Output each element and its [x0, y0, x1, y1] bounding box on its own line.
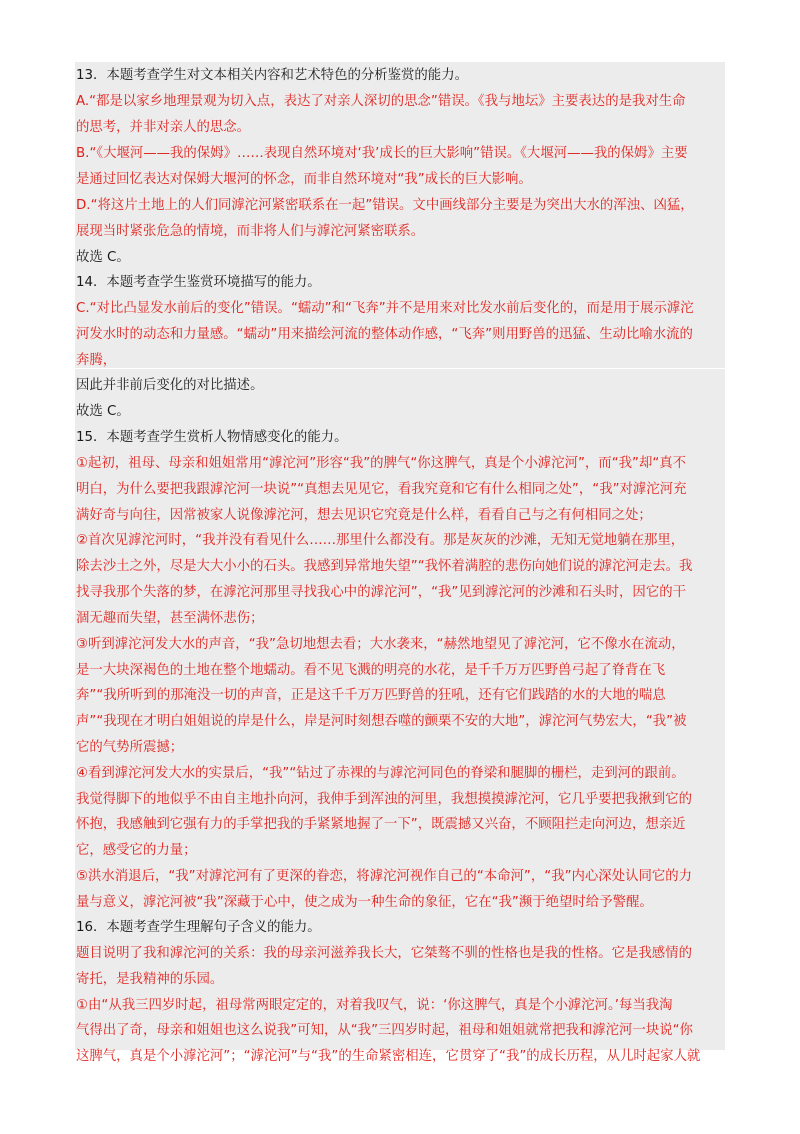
text-line: 量与意义，滹沱河被“我”深藏于心中，使之成为一种生命的象征，它在“我”濒于绝望时给予警醒。	[76, 895, 653, 910]
text-line: 满好奇与向往，因常被家人说像滹沱河，想去见识它究竟是什么样，看看自己与之有何相同之处；	[76, 508, 652, 523]
text-line: 16．本题考查学生理解句子含义的能力。	[76, 920, 321, 935]
text-line: 它，感受它的力量；	[76, 843, 197, 858]
text-line: 涸无趣而失望，甚至满怀悲伤；	[76, 611, 264, 626]
text-line: ②首次见滹沱河时，“我并没有看见什么……那里什么都没有。那是灰灰的沙滩，无知无觉地躺在那里，	[76, 533, 685, 548]
text-line: 14．本题考查学生鉴赏环境描写的能力。	[76, 275, 321, 290]
text-line: 找寻我那个失落的梦，在滹沱河那里寻找我心中的滹沱河”，“我”见到滹沱河的沙滩和石头时，因它的干	[76, 585, 686, 600]
text-line: 是通过回忆表达对保姆大堰河的怀念，而非自然环境对“我”成长的巨大影响。	[76, 172, 532, 187]
text-line: 的思考，并非对亲人的思念。	[76, 120, 251, 135]
text-line: 因此并非前后变化的对比描述。	[76, 378, 264, 393]
text-line: 是一大块深褐色的土地在整个地蠕动。看不见飞溅的明亮的水花，是千千万万匹野兽弓起了脊背在飞	[76, 663, 666, 678]
text-line: ①由“从我三四岁时起，祖母常两眼定定的，对着我叹气，说：‘你这脾气，真是个小滹沱河。’每当我淘	[76, 998, 673, 1013]
text-line: 明白，为什么要把我跟滹沱河一块说”“真想去见见它，看我究竟和它有什么相同之处”，“我”对滹沱河充	[76, 482, 687, 497]
text-line: 15．本题考查学生赏析人物情感变化的能力。	[76, 430, 348, 445]
text-line: 故选 C。	[76, 404, 130, 419]
text-line: A.“都是以家乡地理景观为切入点，表达了对亲人深切的思念”错误。《我与地坛》主要表达的是我对生命	[76, 94, 686, 109]
text-line: 河发水时的动态和力量感。“蠕动”用来描绘河流的整体动作感，“飞奔”则用野兽的迅猛、生动比喻水流的	[76, 327, 693, 342]
text-line: 怀抱，我感触到它强有力的手掌把我的手紧紧地握了一下”，既震撼又兴奋，不顾阻拦走向河边，想亲近	[76, 817, 686, 832]
text-line: 声”“我现在才明白姐姐说的岸是什么，岸是河时刻想吞噬的颤栗不安的大地”，滹沱河气势宏大，“我”被	[76, 714, 687, 729]
text-line: 它的气势所震撼；	[76, 740, 184, 755]
text-line: ①起初，祖母、母亲和姐姐常用“滹沱河”形容“我”的脾气“你这脾气，真是个小滹沱河”，而“我”却“真不	[76, 456, 687, 471]
text-line: ⑤洪水消退后，“我”对滹沱河有了更深的眷恋，将滹沱河视作自己的“本命河”，“我”内心深处认同它的力	[76, 869, 693, 884]
text-line: 我觉得脚下的地似乎不由自主地扑向河，我伸手到浑浊的河里，我想摸摸滹沱河，它几乎要把我揪到它的	[76, 792, 692, 807]
text-line: ③听到滹沱河发大水的声音，“我”急切地想去看；大水袭来，“赫然地望见了滹沱河，它不像水在流动，	[76, 637, 685, 652]
text-line: 奔”“我所听到的那淹没一切的声音，正是这千千万万匹野兽的狂吼，还有它们践踏的水的大地的喘息	[76, 688, 666, 703]
text-line: 奔腾，	[76, 353, 117, 368]
text-line: 寄托，是我精神的乐园。	[76, 972, 224, 987]
text-line: 除去沙土之外，尽是大大小小的石头。我感到异常地失望”“我怀着满腔的悲伤向她们说的滹沱河走去。我	[76, 559, 693, 574]
text-line: 13．本题考查学生对文本相关内容和艺术特色的分析鉴赏的能力。	[76, 68, 468, 83]
text-line: 气得出了奇，母亲和姐姐也这么说我”可知，从“我”三四岁时起，祖母和姐姐就常把我和滹沱河一块说“你	[76, 1023, 693, 1038]
text-line: B.“《大堰河——我的保姆》……表现自然环境对‘我’成长的巨大影响”错误。《大堰河——我的保姆》主要	[76, 146, 688, 161]
text-line: 题目说明了我和滹沱河的关系：我的母亲河滋养我长大，它桀骜不驯的性格也是我的性格。它是我感情的	[76, 946, 692, 961]
text-line: 这脾气，真是个小滹沱河”；“滹沱河”与“我”的生命紧密相连，它贯穿了“我”的成长历程，从儿时起家人就	[76, 1049, 701, 1064]
text-line: ④看到滹沱河发大水的实景后，“我”“钻过了赤裸的与滹沱河同色的脊梁和腿脚的栅栏，走到河的跟前。	[76, 766, 685, 781]
text-line: 故选 C。	[76, 250, 130, 265]
text-line: D.“将这片土地上的人们同滹沱河紧密联系在一起”错误。文中画线部分主要是为突出大水的浑浊、凶猛，	[76, 198, 694, 213]
text-line: C.“对比凸显发水前后的变化”错误。“蠕动”和“飞奔”并不是用来对比发水前后变化的，而是用于展示滹沱	[76, 301, 694, 316]
text-line: 展现当时紧张危急的情境，而非将人们与滹沱河紧密联系。	[76, 224, 425, 239]
